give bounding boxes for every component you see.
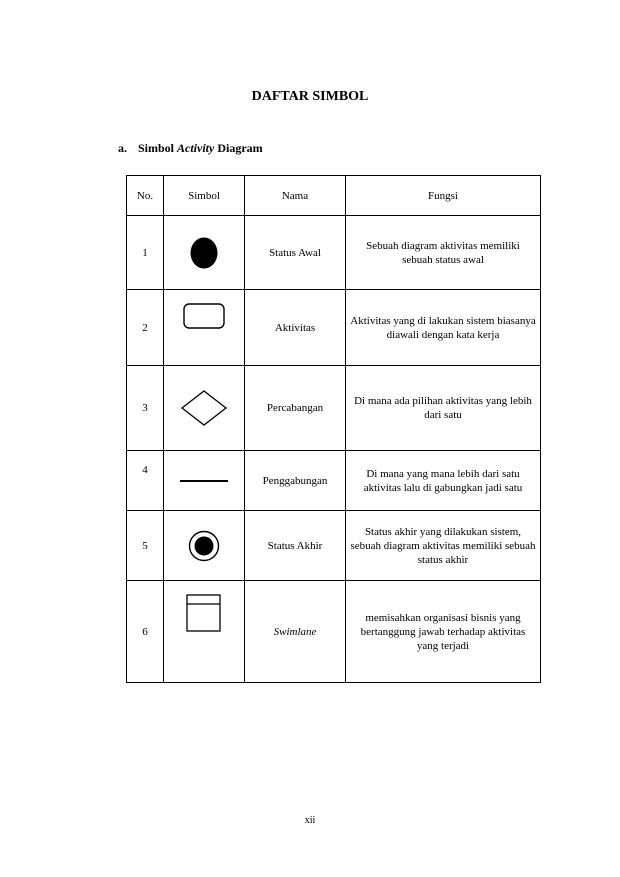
page-title: DAFTAR SIMBOL (251, 89, 369, 104)
table-row (127, 366, 541, 451)
bar-line-icon (178, 476, 230, 486)
row-no: 3 (127, 366, 164, 451)
row-symbol (164, 290, 245, 366)
row-no: 5 (127, 511, 164, 581)
row-symbol (164, 451, 245, 511)
section-suffix: Diagram (217, 141, 263, 155)
header-nama: Nama (245, 176, 346, 216)
rounded-rectangle-icon (182, 302, 226, 330)
row-fungsi: Aktivitas yang di lakukan sistem biasanya diawali dengan kata kerja (346, 290, 541, 366)
table-row (127, 216, 541, 290)
row-nama: Percabangan (245, 366, 346, 451)
row-fungsi: memisahkan organisasi bisnis yang bertanggung jawab terhadap aktivitas yang terjadi (346, 581, 541, 683)
table-row (127, 581, 541, 683)
row-no: 4 (127, 451, 164, 511)
row-fungsi: Sebuah diagram aktivitas memiliki sebuah status awal (346, 216, 541, 290)
section-heading (118, 141, 263, 156)
row-fungsi: Di mana yang mana lebih dari satu aktivitas lalu di gabungkan jadi satu (346, 451, 541, 511)
table-row (127, 451, 541, 511)
section-prefix: Simbol (138, 141, 175, 155)
table-row (127, 290, 541, 366)
row-nama: Status Akhir (245, 511, 346, 581)
bullseye-circle-icon (187, 529, 221, 563)
table-header-row (127, 176, 541, 216)
symbol-table (126, 175, 541, 683)
row-symbol (164, 581, 245, 683)
row-symbol (164, 216, 245, 290)
row-nama: Status Awal (245, 216, 346, 290)
row-no: 1 (127, 216, 164, 290)
row-nama: Swimlane (245, 581, 346, 683)
page-number: xii (304, 815, 316, 826)
section-italic: Activity (177, 141, 215, 155)
header-simbol: Simbol (164, 176, 245, 216)
row-nama: Penggabungan (245, 451, 346, 511)
row-fungsi: Di mana ada pilihan aktivitas yang lebih dari satu (346, 366, 541, 451)
row-fungsi: Status akhir yang dilakukan sistem, sebuah diagram aktivitas memiliki sebuah status akhir (346, 511, 541, 581)
row-symbol (164, 366, 245, 451)
header-fungsi: Fungsi (346, 176, 541, 216)
section-letter: a. (118, 141, 127, 155)
row-no: 6 (127, 581, 164, 683)
row-nama: Aktivitas (245, 290, 346, 366)
table-row (127, 511, 541, 581)
diamond-icon (179, 389, 229, 427)
row-symbol (164, 511, 245, 581)
header-no: No. (127, 176, 164, 216)
row-no: 2 (127, 290, 164, 366)
swimlane-box-icon (185, 593, 223, 633)
filled-circle-icon (188, 235, 220, 271)
